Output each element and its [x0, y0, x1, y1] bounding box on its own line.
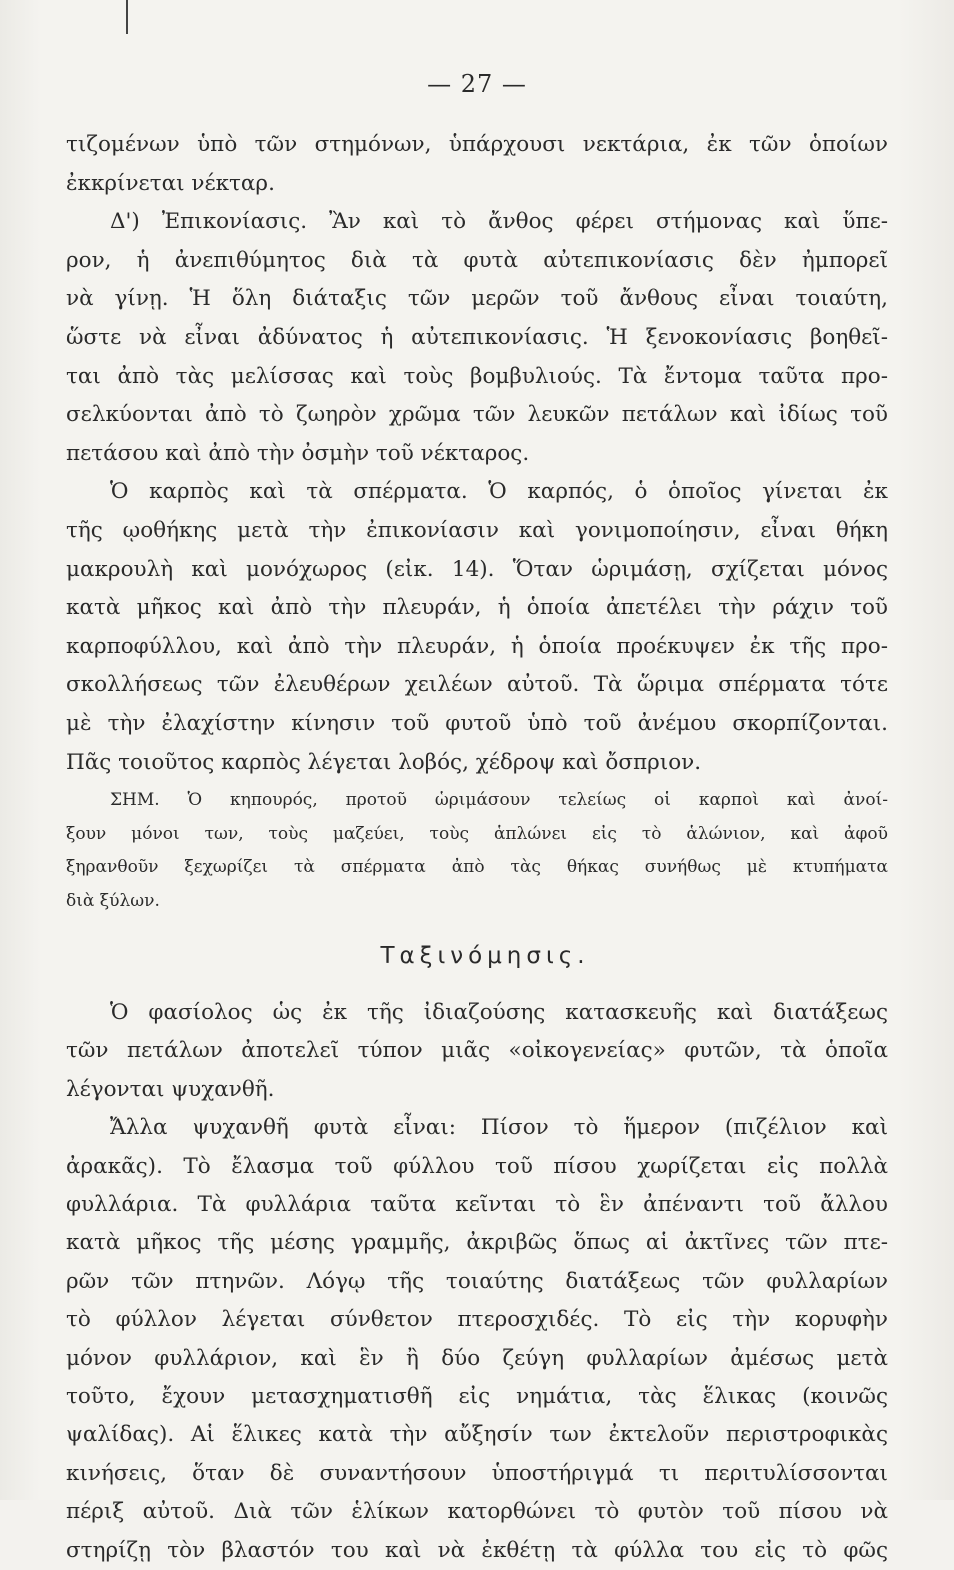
paragraph-fruit-seeds: [66, 473, 888, 782]
text-line: τὸ φύλλον λέγεται σύνθετον πτεροσχιδές. Τὸ εἰς τὴν κορυφὴν: [66, 1307, 888, 1333]
text-line: σκολλήσεως τῶν ἐλευθέρων χειλέων αὐτοῦ. Τὰ ὥριμα σπέρματα τότε: [66, 672, 888, 698]
text-line: πέριξ αὐτοῦ. Διὰ τῶν ἑλίκων κατορθώνει τὸ φυτὸν τοῦ πίσου νὰ: [66, 1499, 888, 1525]
text-line: κινήσεις, ὅταν δὲ συναντήσουν ὑποστήριγμά τι περιτυλίσσονται: [66, 1460, 888, 1486]
section-heading: Ταξινόμησις.: [380, 943, 590, 970]
text-line: τιζομένων ὑπὸ τῶν στημόνων, ὑπάρχουσι νεκτάρια, ἐκ τῶν ὁποίων: [66, 132, 888, 157]
note-line: ξηρανθοῦν ξεχωρίζει τὰ σπέρματα ἀπὸ τὰς θήκας συνήθως μὲ κτυπήματα: [66, 857, 888, 878]
text-line: ρῶν τῶν πτηνῶν. Λόγῳ τῆς τοιαύτης διατάξεως τῶν φυλλαρίων: [66, 1268, 888, 1294]
text-line: μὲ τὴν ἐλαχίστην κίνησιν τοῦ φυτοῦ ὑπὸ τοῦ ἀνέμου σκορπίζονται.: [66, 710, 888, 736]
text-line: μόνον φυλλάριον, καὶ ἓν ἢ δύο ζεύγη φυλλαρίων ἀμέσως μετὰ: [66, 1345, 888, 1371]
text-line: φυλλάρια. Τὰ φυλλάρια ταῦτα κεῖνται τὸ ἓν ἀπέναντι τοῦ ἄλλου: [66, 1192, 888, 1218]
paragraph-nectaries: [66, 126, 888, 473]
note-line: ξουν μόνοι των, τοὺς μαζεύει, τοὺς ἁπλώνει εἰς τὸ ἁλώνιον, καὶ ἀφοῦ: [66, 823, 888, 844]
note-line: διὰ ξύλων.: [66, 890, 160, 911]
text-line: Ὁ φασίολος ὡς ἐκ τῆς ἰδιαζούσης κατασκευῆς καὶ διατάξεως: [110, 1000, 888, 1026]
text-line: στηρίζῃ τὸν βλαστόν του καὶ νὰ ἐκθέτῃ τὰ φύλλα του εἰς τὸ φῶς: [66, 1537, 888, 1563]
text-line: τῆς ῳοθήκης μετὰ τὴν ἐπικονίασιν καὶ γονιμοποίησιν, εἶναι θήκη: [66, 517, 888, 543]
text-line: νὰ γίνῃ. Ἡ ὅλη διάταξις τῶν μερῶν τοῦ ἄνθους εἶναι τοιαύτη,: [66, 286, 888, 312]
text-line: Πᾶς τοιοῦτος καρπὸς λέγεται λοβός, χέδροψ καὶ ὄσπριον.: [66, 749, 702, 775]
paragraph-classification: [66, 994, 888, 1109]
text-line: ἐκκρίνεται νέκταρ.: [66, 170, 275, 196]
page-body: [66, 126, 888, 1570]
text-line: ψαλίδας). Αἱ ἕλικες κατὰ τὴν αὔξησίν των ἐκτελοῦν περιστροφικὰς: [66, 1422, 888, 1448]
text-line: κατὰ μῆκος τῆς μέσης γραμμῆς, ἀκριβῶς ὅπως αἱ ἀκτῖνες τῶν πτε-: [66, 1230, 888, 1256]
text-line: Ἄλλα ψυχανθῆ φυτὰ εἶναι: Πίσον τὸ ἥμερον (πιζέλιον καὶ: [110, 1115, 888, 1141]
text-line: Ὁ καρπὸς καὶ τὰ σπέρματα. Ὁ καρπός, ὁ ὁποῖος γίνεται ἐκ: [110, 479, 888, 505]
text-line: λέγονται ψυχανθῆ.: [66, 1076, 275, 1102]
text-line: τῶν πετάλων ἀποτελεῖ τύπον μιᾶς «οἰκογενείας» φυτῶν, τὰ ὁποῖα: [66, 1038, 888, 1064]
scan-edge-mark: [126, 0, 128, 34]
paragraph-pea: [66, 1109, 888, 1570]
text-line: σελκύονται ἀπὸ τὸ ζωηρὸν χρῶμα τῶν λευκῶν πετάλων καὶ ἰδίως τοῦ: [66, 402, 888, 428]
text-line: καρποφύλλου, καὶ ἀπὸ τὴν πλευράν, ἡ ὁποία προέκυψεν ἐκ τῆς προ-: [66, 633, 888, 659]
text-line: ται ἀπὸ τὰς μελίσσας καὶ τοὺς βομβυλιούς. Τὰ ἔντομα ταῦτα προ-: [66, 363, 888, 389]
text-line: ἀρακᾶς). Τὸ ἔλασμα τοῦ φύλλου τοῦ πίσου χωρίζεται εἰς πολλὰ: [66, 1153, 888, 1179]
text-line: τοῦτο, ἔχουν μετασχηματισθῆ εἰς νημάτια, τὰς ἕλικας (κοινῶς: [66, 1384, 888, 1409]
page-number: — 27 —: [427, 70, 527, 98]
text-line: μακρουλὴ καὶ μονόχωρος (εἰκ. 14). Ὅταν ὡριμάσῃ, σχίζεται μόνος: [66, 556, 888, 582]
text-line: πετάσου καὶ ἀπὸ τὴν ὀσμὴν τοῦ νέκταρος.: [66, 440, 530, 466]
text-line: κατὰ μῆκος καὶ ἀπὸ τὴν πλευράν, ἡ ὁποία ἀπετέλει τὴν ράχιν τοῦ: [66, 595, 888, 621]
footnote-remark: [66, 784, 888, 918]
note-line: ΣΗΜ. Ὁ κηπουρός, προτοῦ ὡριμάσουν τελείως οἱ καρποὶ καὶ ἀνοί-: [110, 790, 888, 811]
text-line: ὥστε νὰ εἶναι ἀδύνατος ἡ αὐτεπικονίασις. Ἡ ξενοκονίασις βοηθεῖ-: [66, 324, 888, 350]
text-line: Δ') Ἐπικονίασις. Ἂν καὶ τὸ ἄνθος φέρει στήμονας καὶ ὕπε-: [110, 209, 888, 235]
text-line: ρον, ἡ ἀνεπιθύμητος διὰ τὰ φυτὰ αὐτεπικονίασις δὲν ἠμπορεῖ: [66, 247, 888, 273]
